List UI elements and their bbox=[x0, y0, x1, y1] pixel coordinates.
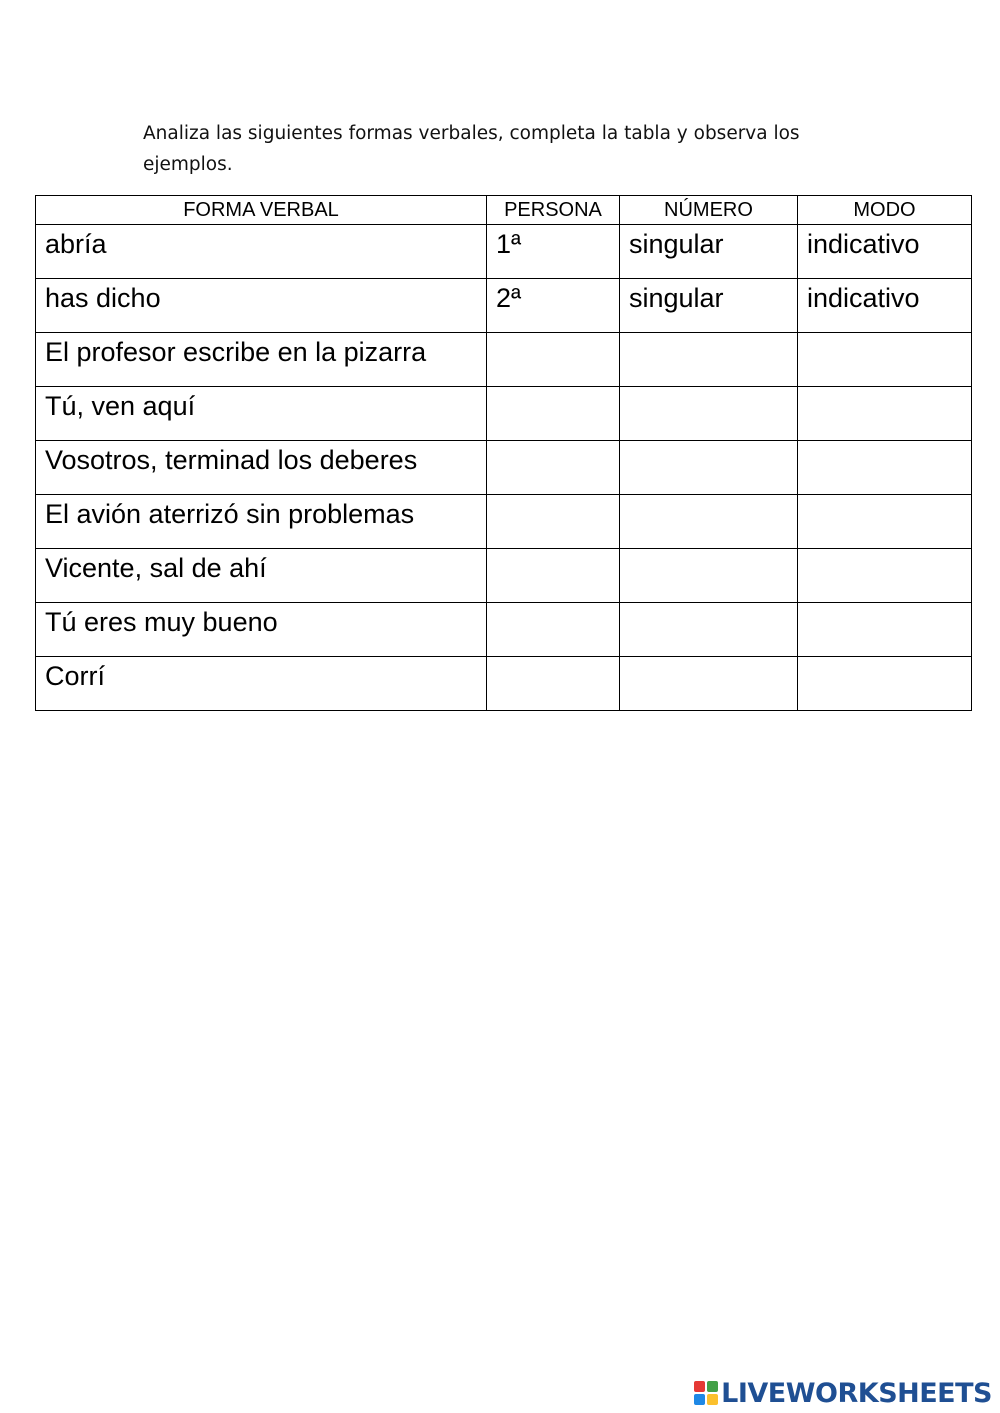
verb-form-cell: Tú, ven aquí bbox=[36, 387, 487, 441]
numero-answer-cell[interactable] bbox=[620, 603, 798, 657]
header-forma-verbal: FORMA VERBAL bbox=[36, 196, 487, 225]
verb-form-cell: El profesor escribe en la pizarra bbox=[36, 333, 487, 387]
numero-answer-cell[interactable] bbox=[620, 387, 798, 441]
persona-answer-cell[interactable] bbox=[487, 495, 620, 549]
liveworksheets-wordmark: LIVEWORKSHEETS bbox=[721, 1377, 992, 1409]
table-row bbox=[36, 495, 972, 549]
verb-form-cell: has dicho bbox=[36, 279, 487, 333]
numero-cell: singular bbox=[620, 279, 798, 333]
numero-answer-cell[interactable] bbox=[620, 333, 798, 387]
table-row bbox=[36, 549, 972, 603]
persona-answer-cell[interactable] bbox=[487, 657, 620, 711]
verb-form-cell: Corrí bbox=[36, 657, 487, 711]
modo-answer-cell[interactable] bbox=[798, 549, 972, 603]
header-numero: NÚMERO bbox=[620, 196, 798, 225]
modo-cell: indicativo bbox=[798, 225, 972, 279]
persona-cell: 1ª bbox=[487, 225, 620, 279]
table-row bbox=[36, 441, 972, 495]
numero-answer-cell[interactable] bbox=[620, 441, 798, 495]
modo-answer-cell[interactable] bbox=[798, 495, 972, 549]
table-header-row bbox=[36, 196, 972, 225]
numero-cell: singular bbox=[620, 225, 798, 279]
persona-answer-cell[interactable] bbox=[487, 549, 620, 603]
instructions-text: Analiza las siguientes formas verbales, completa la tabla y observa los ejemplos. bbox=[143, 123, 800, 175]
modo-answer-cell[interactable] bbox=[798, 441, 972, 495]
table-row bbox=[36, 333, 972, 387]
table-row bbox=[36, 603, 972, 657]
persona-answer-cell[interactable] bbox=[487, 387, 620, 441]
persona-answer-cell[interactable] bbox=[487, 441, 620, 495]
table-row bbox=[36, 279, 972, 333]
verb-form-cell: abría bbox=[36, 225, 487, 279]
verb-form-cell: Vosotros, terminad los deberes bbox=[36, 441, 487, 495]
verb-form-cell: Tú eres muy bueno bbox=[36, 603, 487, 657]
numero-answer-cell[interactable] bbox=[620, 549, 798, 603]
modo-answer-cell[interactable] bbox=[798, 387, 972, 441]
modo-answer-cell[interactable] bbox=[798, 333, 972, 387]
verb-analysis-table bbox=[35, 195, 972, 711]
header-modo: MODO bbox=[798, 196, 972, 225]
table-row bbox=[36, 225, 972, 279]
numero-answer-cell[interactable] bbox=[620, 495, 798, 549]
persona-cell: 2ª bbox=[487, 279, 620, 333]
persona-answer-cell[interactable] bbox=[487, 333, 620, 387]
table-row bbox=[36, 657, 972, 711]
modo-cell: indicativo bbox=[798, 279, 972, 333]
verb-form-cell: El avión aterrizó sin problemas bbox=[36, 495, 487, 549]
modo-answer-cell[interactable] bbox=[798, 603, 972, 657]
persona-answer-cell[interactable] bbox=[487, 603, 620, 657]
numero-answer-cell[interactable] bbox=[620, 657, 798, 711]
liveworksheets-mark-icon bbox=[694, 1381, 718, 1405]
table-row bbox=[36, 387, 972, 441]
header-persona: PERSONA bbox=[487, 196, 620, 225]
modo-answer-cell[interactable] bbox=[798, 657, 972, 711]
verb-form-cell: Vicente, sal de ahí bbox=[36, 549, 487, 603]
liveworksheets-logo bbox=[694, 1376, 992, 1410]
